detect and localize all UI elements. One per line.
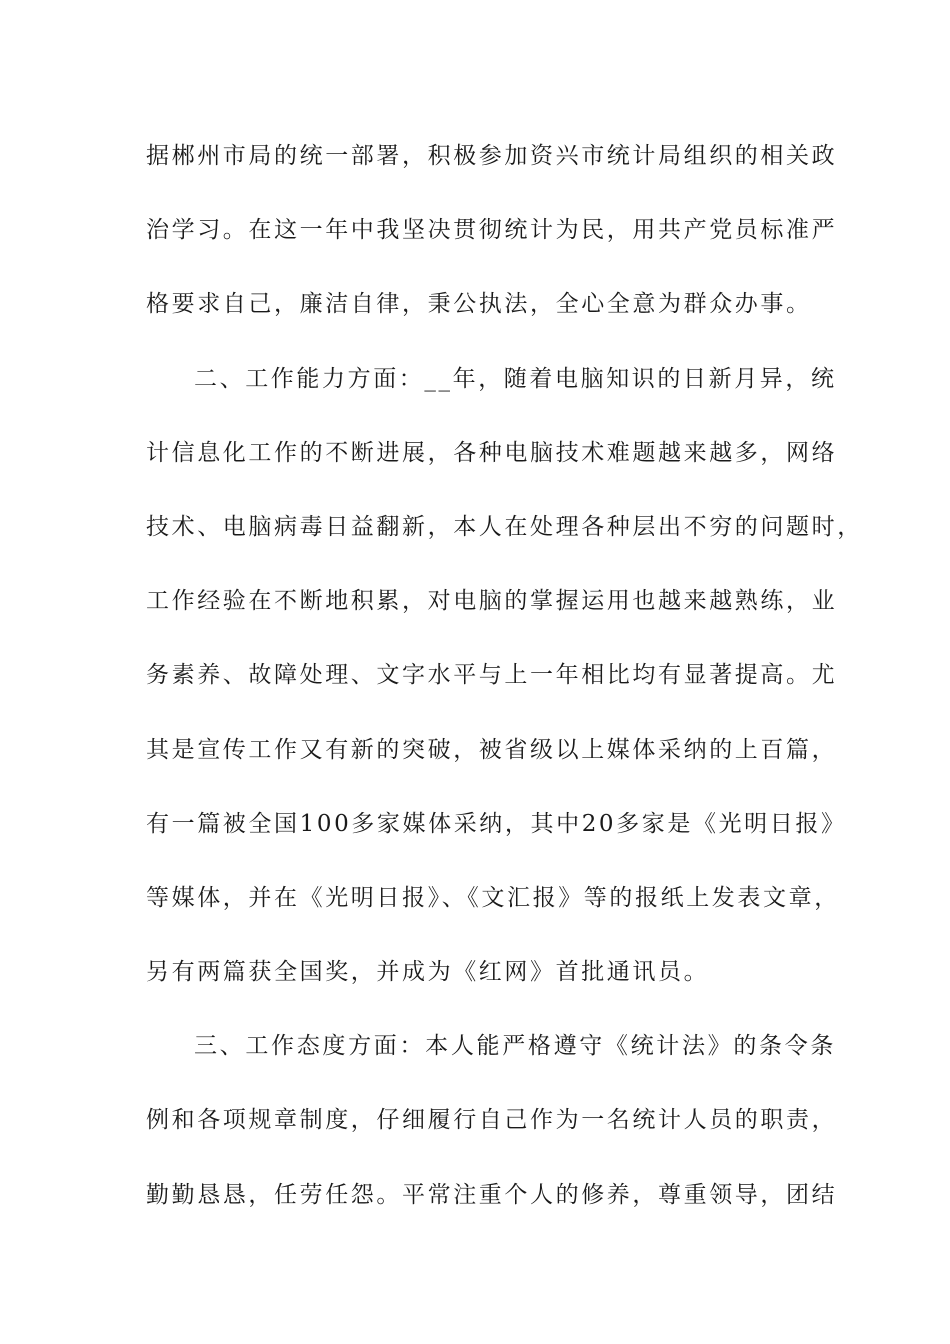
text-line: 据郴州市局的统一部署，积极参加资兴市统计局组织的相关政 [146, 143, 838, 169]
text-line: 勤勤恳恳，任劳任怨。平常注重个人的修养，尊重领导，团结 [146, 1181, 838, 1208]
text-line: 治学习。在这一年中我坚决贯彻统计为民，用共产党员标准严 [146, 217, 838, 244]
text-line: 计信息化工作的不断进展，各种电脑技术难题越来越多，网络 [146, 439, 838, 466]
text-line: 例和各项规章制度，仔细履行自己作为一名统计人员的职责， [146, 1107, 838, 1134]
text-line: 技术、电脑病毒日益翻新，本人在处理各种层出不穷的问题时， [146, 513, 863, 540]
document-body [146, 133, 863, 1246]
text-line: 等媒体，并在《光明日报》、《文汇报》等的报纸上发表文章， [146, 884, 840, 911]
paragraph-start-line: 三、工作态度方面：本人能严格遵守《统计法》的条令条 [194, 1033, 836, 1060]
paragraph-start-line: 二、工作能力方面：__年，随着电脑知识的日新月异，统 [194, 365, 837, 392]
text-line: 另有两篇获全国奖，并成为《红网》首批通讯员。 [146, 959, 710, 986]
text-line: 有一篇被全国100多家媒体采纳，其中20多家是《光明日报》 [146, 810, 847, 837]
text-line: 其是宣传工作又有新的突破，被省级以上媒体采纳的上百篇， [146, 736, 838, 763]
text-line: 格要求自己，廉洁自律，秉公执法，全心全意为群众办事。 [146, 291, 812, 318]
text-line: 务素养、故障处理、文字水平与上一年相比均有显著提高。尤 [146, 662, 838, 689]
text-line: 工作经验在不断地积累，对电脑的掌握运用也越来越熟练，业 [146, 588, 838, 615]
